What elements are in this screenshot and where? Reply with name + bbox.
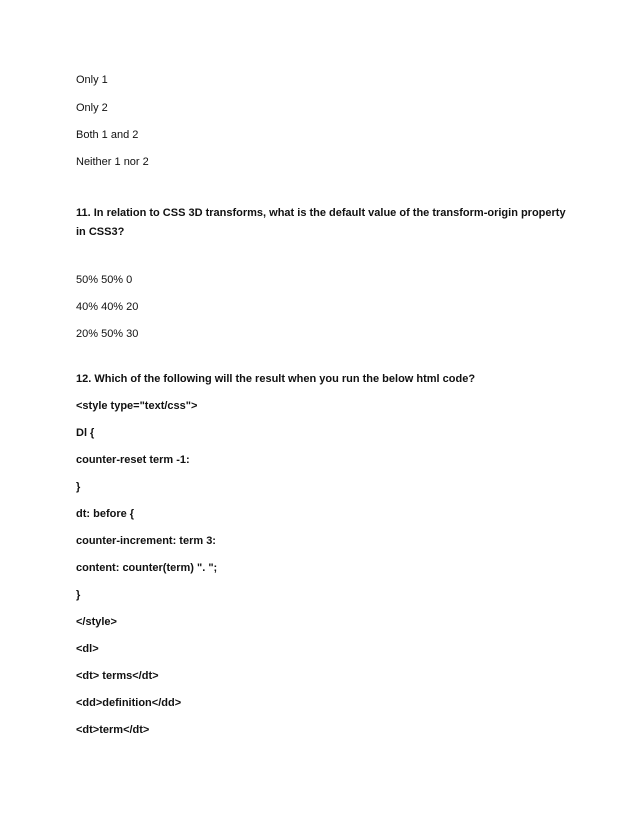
code-line: <dt> terms</dt> (76, 670, 159, 682)
option-both: Both 1 and 2 (76, 129, 139, 141)
code-line: } (76, 481, 81, 493)
code-line: content: counter(term) ". "; (76, 562, 218, 574)
code-line: <style type="text/css"> (76, 400, 198, 412)
option-neither: Neither 1 nor 2 (76, 156, 149, 168)
code-line: <dt>term</dt> (76, 724, 150, 736)
code-line: </style> (76, 616, 117, 628)
q11-option-1: 50% 50% 0 (76, 274, 133, 286)
question-11-text: 11. In relation to CSS 3D transforms, what is the default value of the transform-origin property in CSS3? (76, 207, 566, 238)
code-line: <dl> (76, 643, 99, 655)
code-line: counter-reset term -1: (76, 454, 190, 466)
code-line: dt: before { (76, 508, 135, 520)
q11-option-3: 20% 50% 30 (76, 328, 139, 340)
code-line: counter-increment: term 3: (76, 535, 216, 547)
option-only-2: Only 2 (76, 102, 108, 114)
option-only-1: Only 1 (76, 74, 108, 86)
q11-option-2: 40% 40% 20 (76, 301, 139, 313)
question-12-text: 12. Which of the following will the result when you run the below html code? (76, 373, 476, 385)
code-line: } (76, 589, 81, 601)
code-line: <dd>definition</dd> (76, 697, 182, 709)
code-line: Dl { (76, 427, 95, 439)
